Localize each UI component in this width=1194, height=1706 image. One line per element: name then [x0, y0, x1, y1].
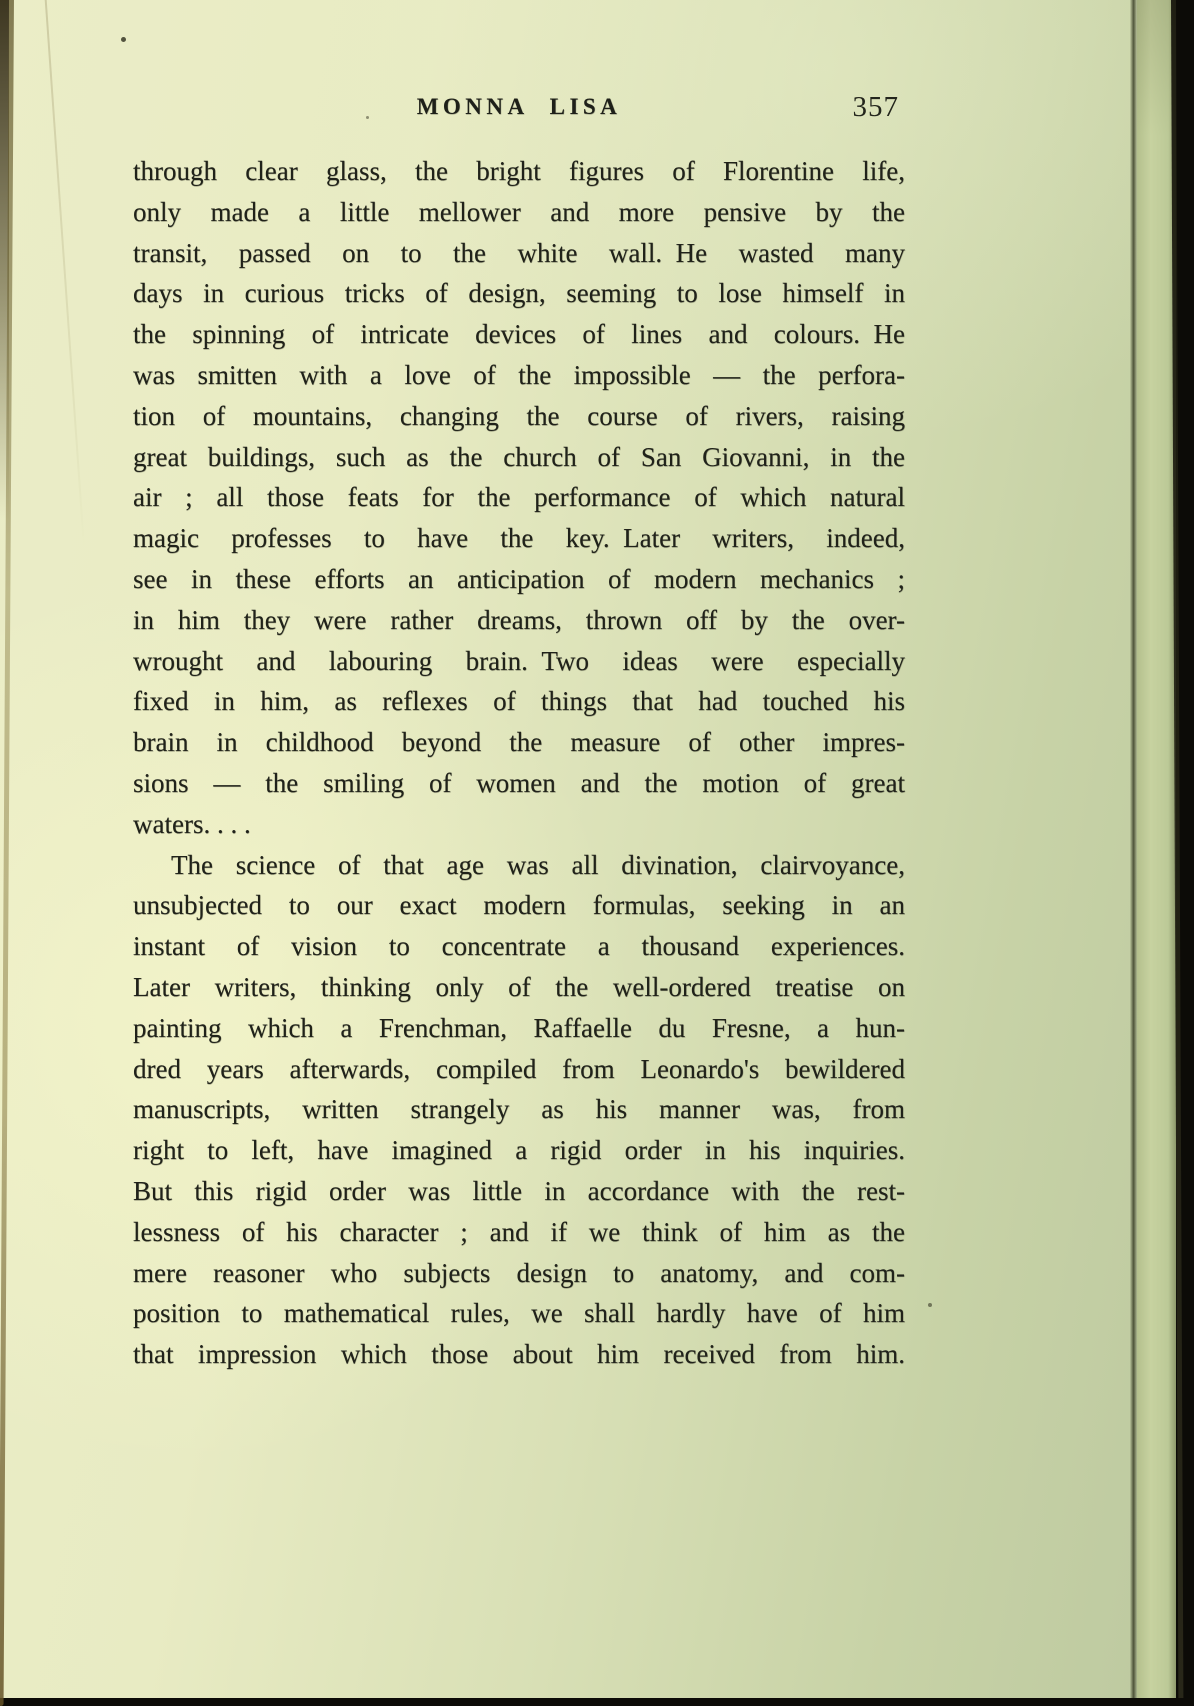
text-line: right to left, have imagined a rigid order in his inquiries. — [133, 1135, 905, 1166]
text-line: sions — the smiling of women and the motion of great — [133, 767, 905, 798]
text-line: air ; all those feats for the performance of which natural — [133, 482, 905, 513]
paragraph — [133, 845, 905, 1375]
page-number: 357 — [852, 91, 899, 123]
text-line: was smitten with a love of the impossible — the perfora- — [133, 359, 905, 390]
body-text — [133, 151, 905, 1375]
text-line: unsubjected to our exact modern formulas, seeking in an — [133, 890, 905, 921]
page-header — [133, 91, 905, 130]
text-line: waters. . . . — [133, 808, 251, 839]
text-line: magic professes to have the key. Later writers, indeed, — [133, 523, 905, 554]
text-line: wrought and labouring brain. Two ideas were especially — [133, 645, 905, 676]
text-line: The science of that age was all divination, clairvoyance, — [171, 849, 905, 880]
text-line: days in curious tricks of design, seeming to lose himself in — [133, 278, 905, 309]
text-line: transit, passed on to the white wall. He wasted many — [133, 237, 905, 268]
text-line: Later writers, thinking only of the well-ordered treatise on — [133, 971, 905, 1002]
text-line: through clear glass, the bright figures of Florentine life, — [133, 156, 905, 186]
text-line: the spinning of intricate devices of lines and colours. He — [133, 319, 905, 350]
page-edge-right-groove — [1130, 0, 1137, 1698]
ink-speck — [928, 1303, 932, 1307]
text-line: manuscripts, written strangely as his manner was, from — [133, 1094, 905, 1125]
text-line: tion of mountains, changing the course of rivers, raising — [133, 400, 905, 431]
page-crease — [44, 0, 85, 549]
text-line: painting which a Frenchman, Raffaelle du Fresne, a hun- — [133, 1012, 905, 1043]
text-line: great buildings, such as the church of San Giovanni, in the — [133, 441, 905, 472]
text-line: that impression which those about him received from him. — [133, 1339, 905, 1370]
text-line: only made a little mellower and more pensive by the — [133, 196, 905, 227]
text-line: position to mathematical rules, we shall hardly have of him — [133, 1298, 905, 1329]
ink-speck — [366, 116, 369, 119]
text-line: mere reasoner who subjects design to anatomy, and com- — [133, 1257, 905, 1288]
text-line: lessness of his character ; and if we think of him as the — [133, 1216, 905, 1247]
paragraph — [133, 151, 905, 845]
text-line: fixed in him, as reflexes of things that had touched his — [133, 686, 905, 717]
text-line: in him they were rather dreams, thrown off by the over- — [133, 604, 905, 635]
text-line: But this rigid order was little in accordance with the rest- — [133, 1175, 905, 1206]
text-line: brain in childhood beyond the measure of other impres- — [133, 727, 905, 758]
running-title: MONNA LISA — [416, 94, 622, 119]
text-line: dred years afterwards, compiled from Leonardo's bewildered — [133, 1053, 905, 1084]
text-line: see in these efforts an anticipation of modern mechanics ; — [133, 563, 905, 594]
text-line: instant of vision to concentrate a thousand experiences. — [133, 931, 905, 962]
under-page-edge — [1137, 0, 1176, 1698]
ink-speck — [121, 37, 126, 42]
